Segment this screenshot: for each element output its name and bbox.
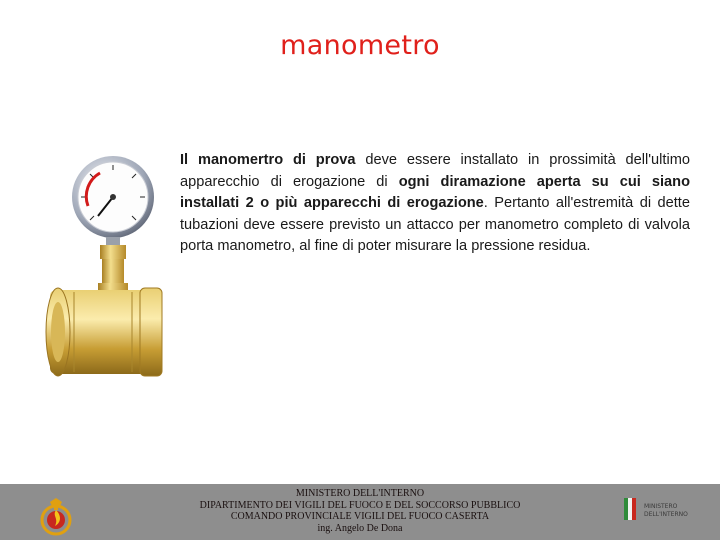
footer-line-ministry: MINISTERO DELL'INTERNO [295, 488, 425, 499]
body-text-part-end: . Pertanto all'estremità di dette tubazioni deve essere previsto un attacco per manometro completo di valvola porta manometro, al fine di poter misurare la pressione residua. [180, 195, 690, 255]
body-text-part: deve essere installato in prossimità dell'ultimo apparecchio di erogazione di [180, 152, 690, 190]
body-paragraph [180, 150, 690, 258]
body-bold-intro: Il manomertro di prova [180, 152, 356, 168]
ministry-logo-text-2: DELL'INTERNO [644, 511, 688, 518]
slide-title: manometro [280, 30, 440, 61]
footer-line-author: ing. Angelo De Dona [317, 522, 403, 534]
ministry-logo-icon [622, 496, 702, 528]
ministry-logo-text-1: MINISTERO [644, 503, 678, 510]
fire-brigade-emblem-icon [35, 496, 77, 536]
footer-text [160, 488, 560, 534]
pressure-gauge-image [40, 140, 170, 390]
footer-bar [0, 484, 720, 540]
body-bold-emphasis: ogni diramazione aperta su cui siano installati 2 o più apparecchi di erogazione [180, 173, 690, 212]
footer-line-department: DIPARTIMENTO DEI VIGILI DEL FUOCO E DEL SOCCORSO PUBBLICO [199, 499, 521, 511]
footer-line-command: COMANDO PROVINCIALE VIGILI DEL FUOCO CASERTA [230, 511, 490, 522]
